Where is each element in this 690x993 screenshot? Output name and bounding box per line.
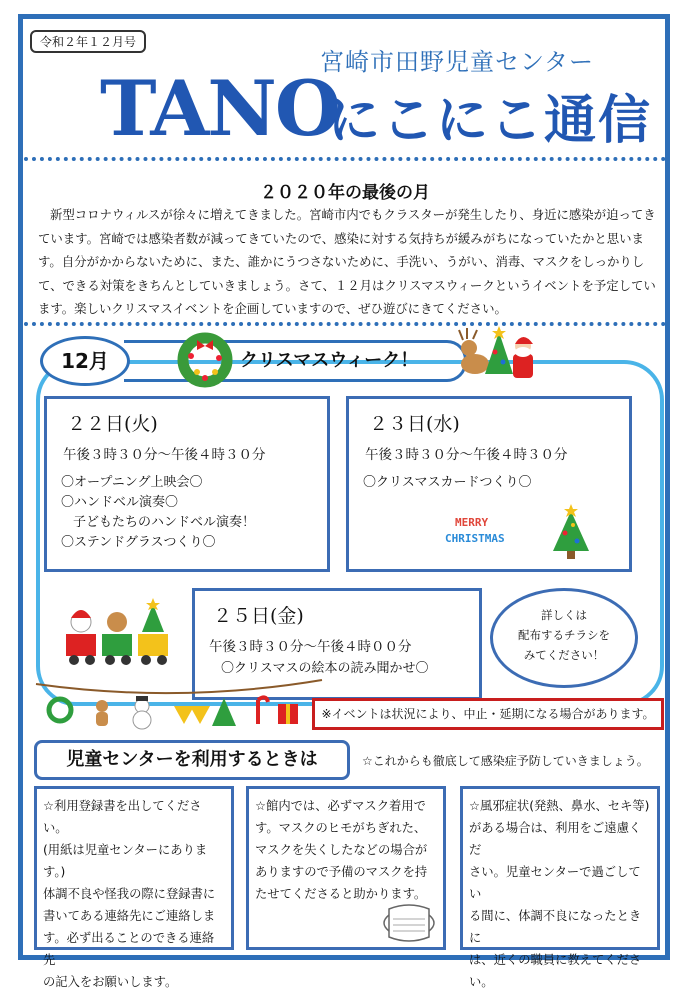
usage-line: は、近くの職員に教えてくださ	[469, 953, 642, 967]
usage-note: ☆これからも徹底して感染症予防していきましょう。	[362, 754, 649, 768]
usage-line: す。必ず出ることのできる連絡先	[43, 931, 215, 967]
usage-line: の記入をお願いします。	[43, 975, 178, 989]
logo-kana: にこにこ通信	[328, 91, 653, 151]
usage-line: ありますので予備のマスクを持	[255, 865, 428, 879]
ornament-garland-icon	[34, 676, 324, 738]
usage-line: さい。児童センターで過ごしてい	[469, 865, 641, 901]
newsletter-logo	[100, 60, 660, 153]
usage-line: る間に、体調不良になったときに	[469, 909, 642, 945]
usage-line: 書いてある連絡先にご連絡しま	[43, 909, 216, 923]
usage-card-mask	[246, 786, 446, 950]
header-divider	[24, 157, 666, 161]
usage-line: マスクを失くしたなどの場合が	[255, 843, 428, 857]
event-date: ２２日(火)	[67, 413, 158, 435]
event-notice: ※イベントは状況により、中止・延期になる場合があります。	[312, 698, 664, 730]
usage-card-symptoms	[460, 786, 660, 989]
event-item: 〇オープニング上映会〇	[61, 475, 203, 490]
reindeer-santa-icon	[455, 322, 545, 388]
usage-title: 児童センターを利用するときは	[34, 740, 350, 780]
merry-christmas-text: MERRY CHRISTMAS	[445, 516, 505, 545]
usage-card-registration	[34, 786, 234, 989]
event-item: 子どもたちのハンドベル演奏！	[73, 515, 256, 530]
usage-line: ☆利用登録書を出してください。	[43, 799, 202, 835]
christmas-tree-icon	[549, 503, 593, 561]
usage-line: たせてくださると助かります。	[255, 887, 427, 901]
intro-title: ２０２０年の最後の月	[260, 183, 430, 203]
event-time: 午後３時３０分～午後４時３０分	[365, 447, 568, 463]
logo-latin: TANO	[100, 64, 340, 153]
details-line: 配布するチラシを	[518, 628, 610, 642]
event-date: ２５日(金)	[213, 605, 304, 627]
event-item: 〇ハンドベル演奏〇	[61, 495, 179, 510]
event-time: 午後３時３０分～午後４時３０分	[63, 447, 266, 463]
intro-divider	[24, 322, 666, 326]
usage-line: 体調不良や怪我の際に登録書に	[43, 887, 216, 901]
wreath-icon	[175, 328, 235, 388]
event-item: 〇クリスマスカードつくり〇	[363, 475, 532, 490]
usage-line: (用紙は児童センターにあります。)	[43, 843, 208, 879]
issue-label: 令和２年１２月号	[30, 30, 146, 53]
details-line: みてください！	[523, 648, 605, 662]
usage-line: す。マスクのヒモがちぎれた、	[255, 821, 427, 835]
event-card-23	[346, 396, 632, 572]
event-title: クリスマスウィーク！	[240, 350, 419, 371]
usage-line: ☆館内では、必ずマスク着用で	[255, 799, 426, 813]
mask-icon	[377, 903, 441, 945]
event-month: 12月	[40, 336, 130, 386]
christmas-train-icon	[64, 598, 170, 668]
event-item: 〇ステンドグラスつくり〇	[61, 535, 216, 550]
usage-line: ☆風邪症状(発熱、鼻水、セキ等)	[469, 799, 650, 813]
event-card-22	[44, 396, 330, 572]
event-time: 午後３時３０分～午後４時００分	[209, 639, 412, 655]
center-name: 宮崎市田野児童センター	[320, 48, 595, 76]
usage-line: い。	[469, 975, 494, 989]
details-line: 詳しくは	[541, 608, 587, 622]
usage-line: がある場合は、利用をご遠慮くだ	[469, 821, 642, 857]
intro-body: 新型コロナウィルスが徐々に増えてきました。宮崎市内でもクラスターが発生したり、身近に感染が迫ってきています。宮崎では感染者数が減ってきていたので、感染に対する気持ちが緩みがちになっていたかと思います。自分がかからないために、また、誰かにうつさないために、手洗い、うがい、消毒、マスクをしっかりして、できる対策をきちんとしていきましょう。さて、１２月はクリスマスウィークというイベントを予定しています。楽しいクリスマスイベントを企画していますので、ぜひ遊びにきてください。	[38, 207, 656, 316]
event-item: 〇クリスマスの絵本の読み聞かせ〇	[221, 661, 429, 676]
event-date: ２３日(水)	[369, 413, 460, 435]
details-note	[490, 588, 638, 688]
